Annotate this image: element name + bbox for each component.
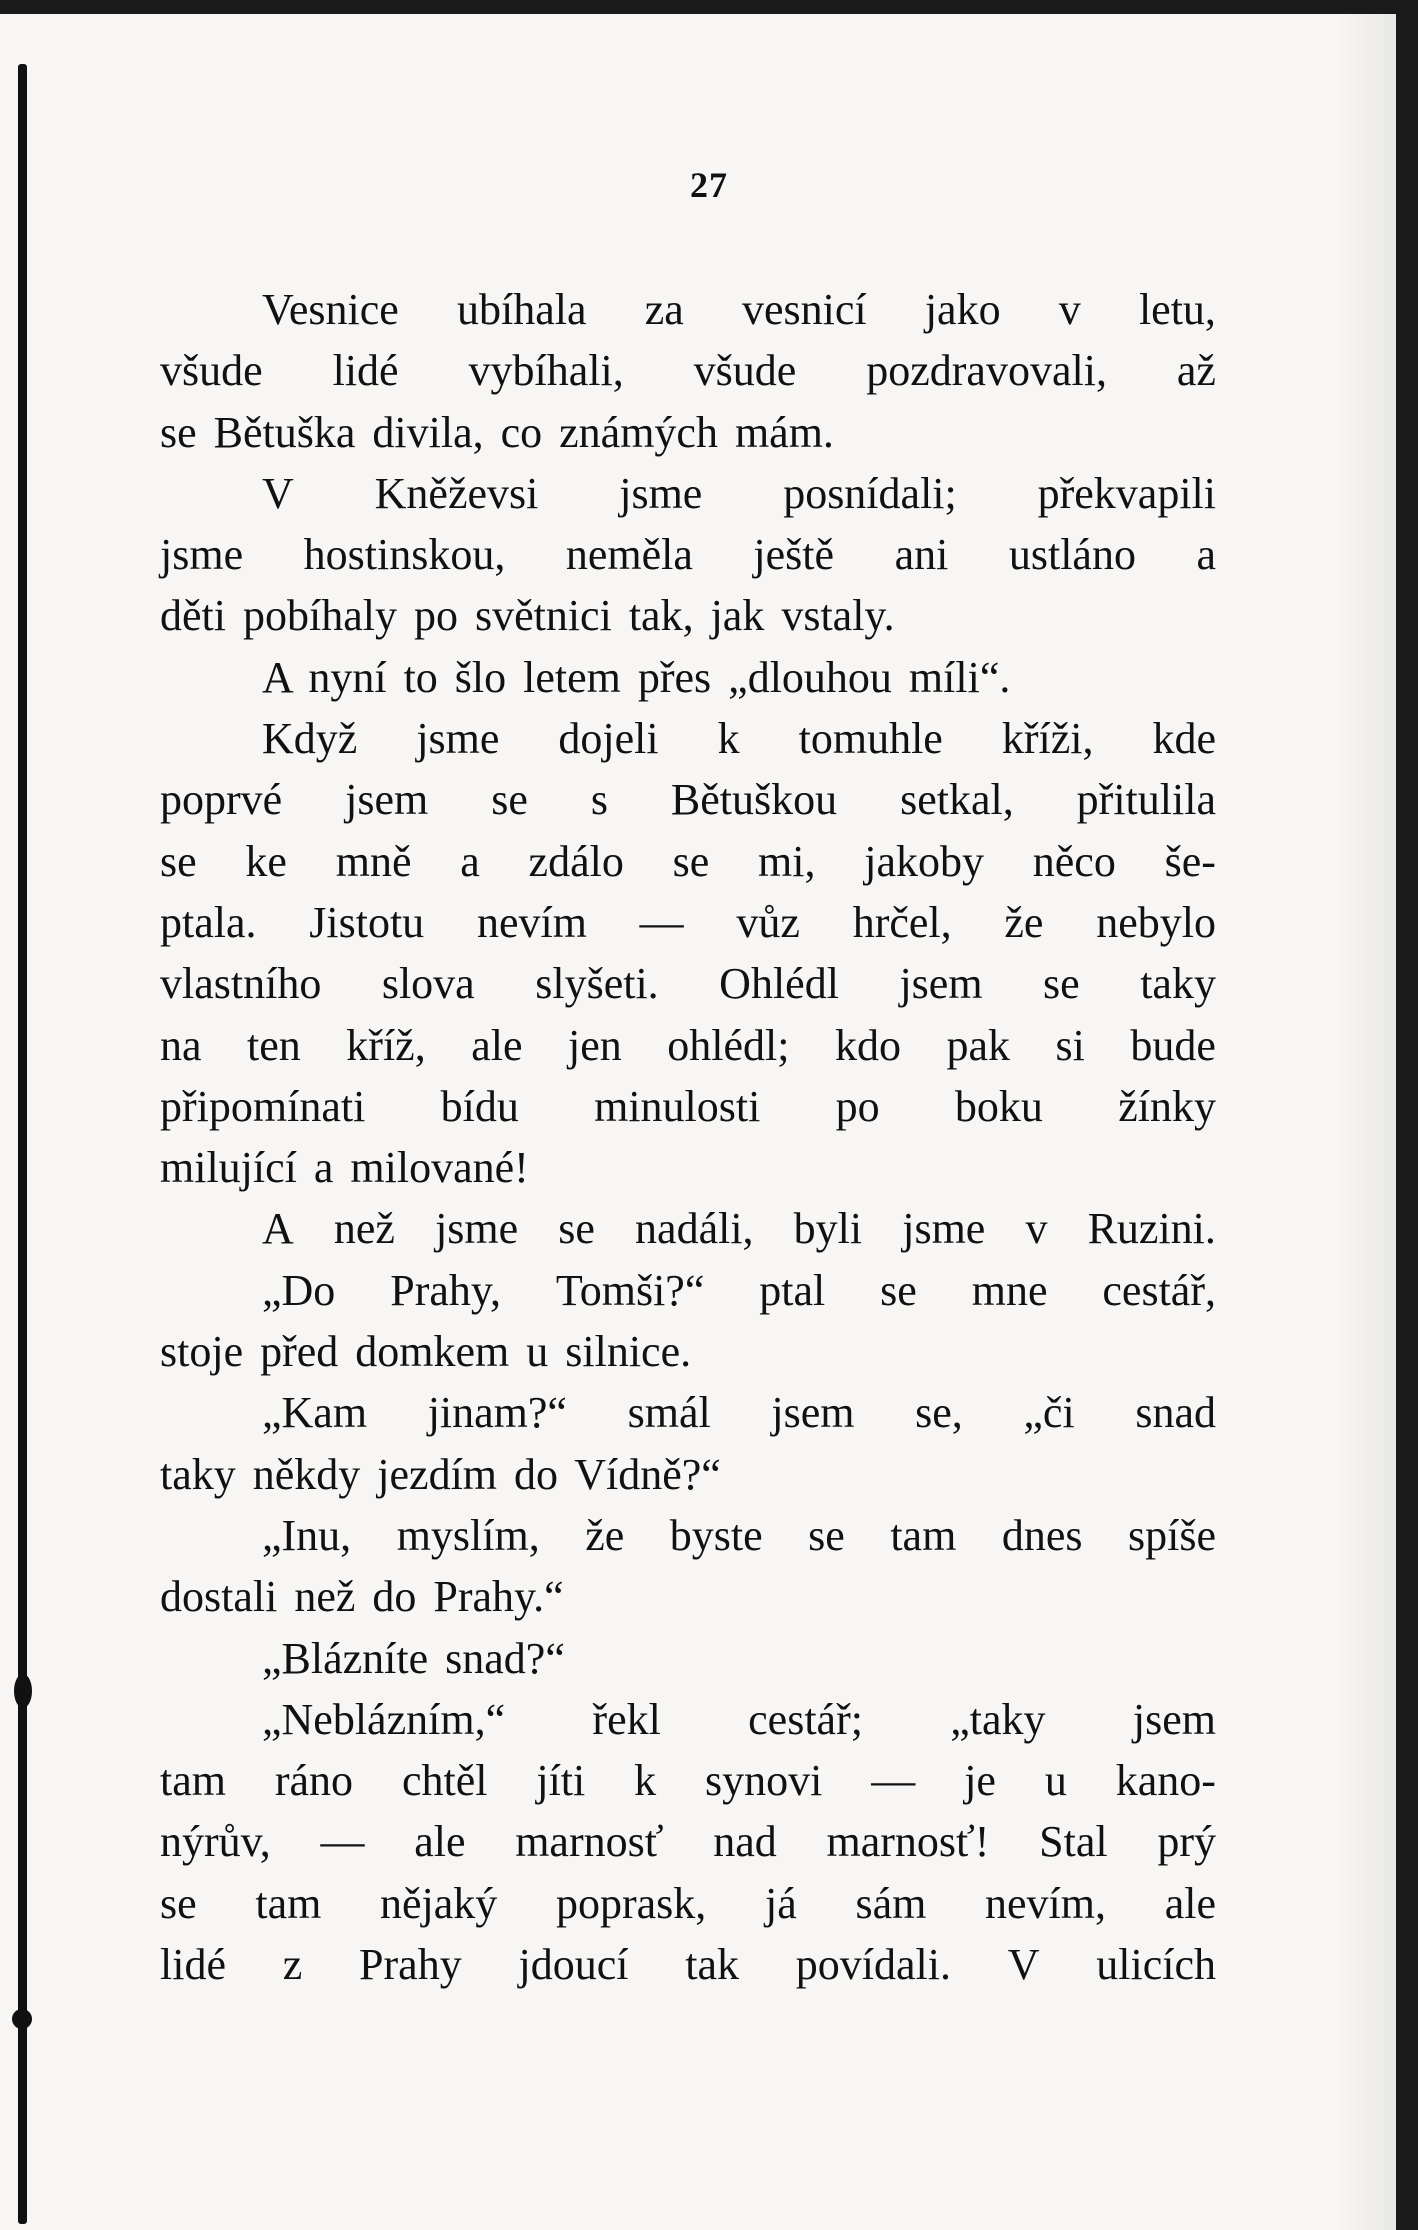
text-line: děti pobíhaly po světnici tak, jak vstaly. (160, 591, 895, 641)
text-line: ptala. Jistotu nevím — vůz hrčel, že nebylo (160, 897, 1216, 947)
body-text (160, 279, 1216, 1995)
text-line: „Blázníte snad?“ (262, 1633, 565, 1683)
text-line: A než jsme se nadáli, byli jsme v Ruzini. (262, 1204, 1216, 1254)
text-line: V Kněževsi jsme posnídali; překvapili (262, 468, 1216, 518)
text-line: stoje před domkem u silnice. (160, 1327, 692, 1377)
text-line: poprvé jsem se s Bětuškou setkal, přitulila (160, 775, 1216, 825)
text-line: dostali než do Prahy.“ (160, 1572, 564, 1622)
book-page (0, 14, 1396, 2230)
text-line: na ten kříž, ale jen ohlédl; kdo pak si bude (160, 1020, 1216, 1070)
binding-mark (14, 1674, 32, 1708)
text-line: Vesnice ubíhala za vesnicí jako v letu, (262, 285, 1216, 334)
text-line: „Neblázním,“ řekl cestář; „taky jsem (262, 1694, 1216, 1744)
text-line: „Do Prahy, Tomši?“ ptal se mne cestář, (262, 1265, 1216, 1315)
text-line: vlastního slova slyšeti. Ohlédl jsem se taky (160, 959, 1216, 1009)
text-line: všude lidé vybíhali, všude pozdravovali, až (160, 346, 1216, 396)
page-number: 27 (690, 165, 728, 205)
text-line: jsme hostinskou, neměla ještě ani ustláno a (160, 530, 1216, 580)
text-line: se tam nějaký poprask, já sám nevím, ale (160, 1878, 1216, 1928)
text-line: se Bětuška divila, co známých mám. (160, 407, 834, 457)
text-line: A nyní to šlo letem přes „dlouhou míli“. (262, 652, 1011, 702)
binding-edge (18, 64, 27, 2224)
text-line: „Inu, myslím, že byste se tam dnes spíše (262, 1510, 1216, 1560)
text-line: se ke mně a zdálo se mi, jakoby něco še- (160, 836, 1216, 886)
text-line: „Kam jinam?“ smál jsem se, „či snad (262, 1388, 1216, 1438)
text-line: tam ráno chtěl jíti k synovi — je u kano- (160, 1756, 1216, 1806)
text-line: lidé z Prahy jdoucí tak povídali. V ulicích (160, 1940, 1216, 1990)
text-line: nýrův, — ale marnosť nad marnosť! Stal prý (160, 1817, 1216, 1867)
text-line: připomínati bídu minulosti po boku žínky (160, 1081, 1216, 1131)
text-line: milující a milované! (160, 1143, 529, 1193)
text-line: taky někdy jezdím do Vídně?“ (160, 1449, 721, 1499)
binding-mark (12, 2009, 32, 2029)
text-line: Když jsme dojeli k tomuhle kříži, kde (262, 714, 1216, 764)
page-edge-shadow (1336, 14, 1396, 2230)
